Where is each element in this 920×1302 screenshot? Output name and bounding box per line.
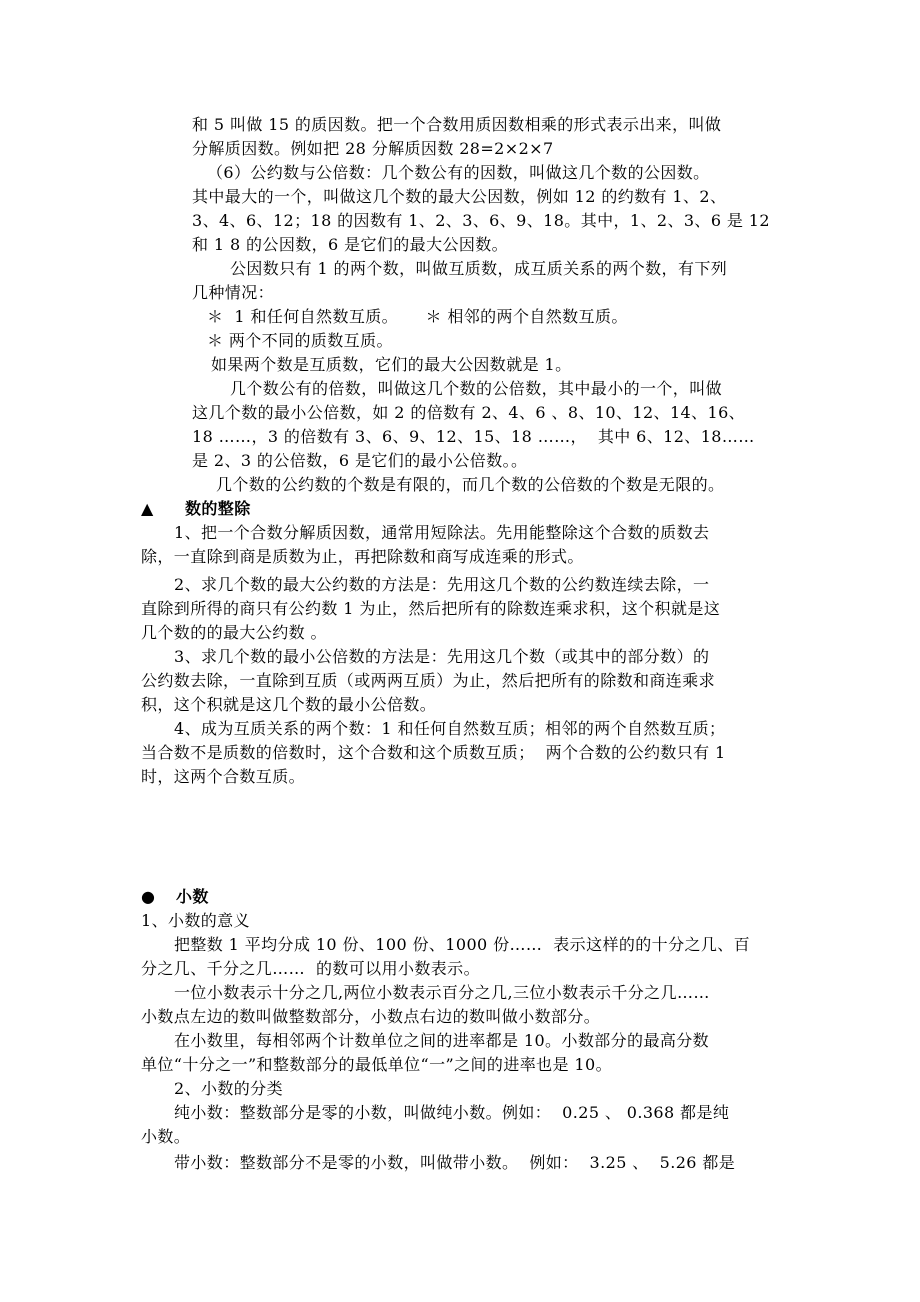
text-line: 分之几、千分之几…… 的数可以用小数表示。 <box>141 959 480 978</box>
text-line: 分解质因数。例如把 28 分解质因数 28=2×2×7 <box>192 139 554 158</box>
circle-bullet-icon: ● <box>141 887 156 906</box>
text-line: 和 1 8 的公因数，6 是它们的最大公因数。 <box>192 235 509 254</box>
text-line: ＊ 两个不同的质数互质。 <box>207 331 393 350</box>
text-line: 当合数不是质数的倍数时，这个合数和这个质数互质； 两个合数的公约数只有 1 <box>141 743 726 762</box>
text-line: 在小数里，每相邻两个计数单位之间的进率都是 10。小数部分的最高分数 <box>174 1031 710 1050</box>
text-line: 小数。 <box>141 1127 191 1146</box>
text-line: 小数点左边的数叫做整数部分，小数点右边的数叫做小数部分。 <box>141 1007 601 1026</box>
text-line: 带小数：整数部分不是零的小数，叫做带小数。 例如： 3.25 、 5.26 都是 <box>174 1153 736 1172</box>
text-line: 几个数公有的倍数，叫做这几个数的公倍数，其中最小的一个，叫做 <box>230 379 723 398</box>
text-line: 单位“十分之一”和整数部分的最低单位“一”之间的进率也是 10。 <box>141 1055 612 1074</box>
text-line: 和 5 叫做 15 的质因数。把一个合数用质因数相乘的形式表示出来，叫做 <box>192 115 722 134</box>
text-line: ＊ 1 和任何自然数互质。 ＊ 相邻的两个自然数互质。 <box>207 307 628 326</box>
text-line: 时，这两个合数互质。 <box>141 767 306 786</box>
text-line: 18 ……，3 的倍数有 3、6、9、12、15、18 ……， 其中 6、12、18…… <box>192 427 755 446</box>
text-line: 一位小数表示十分之几,两位小数表示百分之几,三位小数表示千分之几…… <box>174 983 710 1002</box>
text-line: 2、小数的分类 <box>174 1079 283 1098</box>
text-line: 几个数的的最大公约数 。 <box>141 623 327 642</box>
text-line: 如果两个数是互质数，它们的最大公因数就是 1。 <box>211 355 572 374</box>
text-line: 这几个数的最小公倍数，如 2 的倍数有 2、4、6 、8、10、12、14、16、 <box>192 403 746 422</box>
text-line: 纯小数：整数部分是零的小数，叫做纯小数。例如： 0.25 、 0.368 都是纯 <box>174 1103 730 1122</box>
text-line: 除，一直除到商是质数为止，再把除数和商写成连乘的形式。 <box>141 547 584 566</box>
text-line: 公因数只有 1 的两个数，叫做互质数，成互质关系的两个数，有下列 <box>230 259 728 278</box>
text-line: 直除到所得的商只有公约数 1 为止，然后把所有的除数连乘求积，这个积就是这 <box>141 599 721 618</box>
section-heading-decimal: 小数 <box>176 887 209 906</box>
section-heading-divisibility: 数的整除 <box>185 499 251 518</box>
text-line: 3、4、6、12；18 的因数有 1、2、3、6、9、18。其中，1、2、3、6 是 12 <box>192 211 770 230</box>
text-line: 2、求几个数的最大公约数的方法是：先用这几个数的公约数连续去除，一 <box>174 575 710 594</box>
text-line: 3、求几个数的最小公倍数的方法是：先用这几个数（或其中的部分数）的 <box>174 647 710 666</box>
text-line: 是 2、3 的公倍数，6 是它们的最小公倍数。。 <box>192 451 528 470</box>
text-line: 把整数 1 平均分成 10 份、100 份、1000 份…… 表示这样的的十分之几、百 <box>174 935 751 954</box>
text-line: 公约数去除，一直除到互质（或两两互质）为止，然后把所有的除数和商连乘求 <box>141 671 716 690</box>
triangle-bullet-icon: ▲ <box>141 499 154 518</box>
text-line: 1、小数的意义 <box>141 911 250 930</box>
text-line: 积，这个积就是这几个数的最小公倍数。 <box>141 695 437 714</box>
text-line: 其中最大的一个，叫做这几个数的最大公因数，例如 12 的约数有 1、2、 <box>192 187 727 206</box>
text-line: 4、成为互质关系的两个数：1 和任何自然数互质；相邻的两个自然数互质； <box>174 719 726 738</box>
text-line: 几个数的公约数的个数是有限的，而几个数的公倍数的个数是无限的。 <box>216 475 725 494</box>
text-line: 几种情况： <box>192 283 275 302</box>
text-line: （6）公约数与公倍数：几个数公有的因数，叫做这几个数的公因数。 <box>207 163 710 182</box>
text-line: 1、把一个合数分解质因数，通常用短除法。先用能整除这个合数的质数去 <box>174 523 710 542</box>
